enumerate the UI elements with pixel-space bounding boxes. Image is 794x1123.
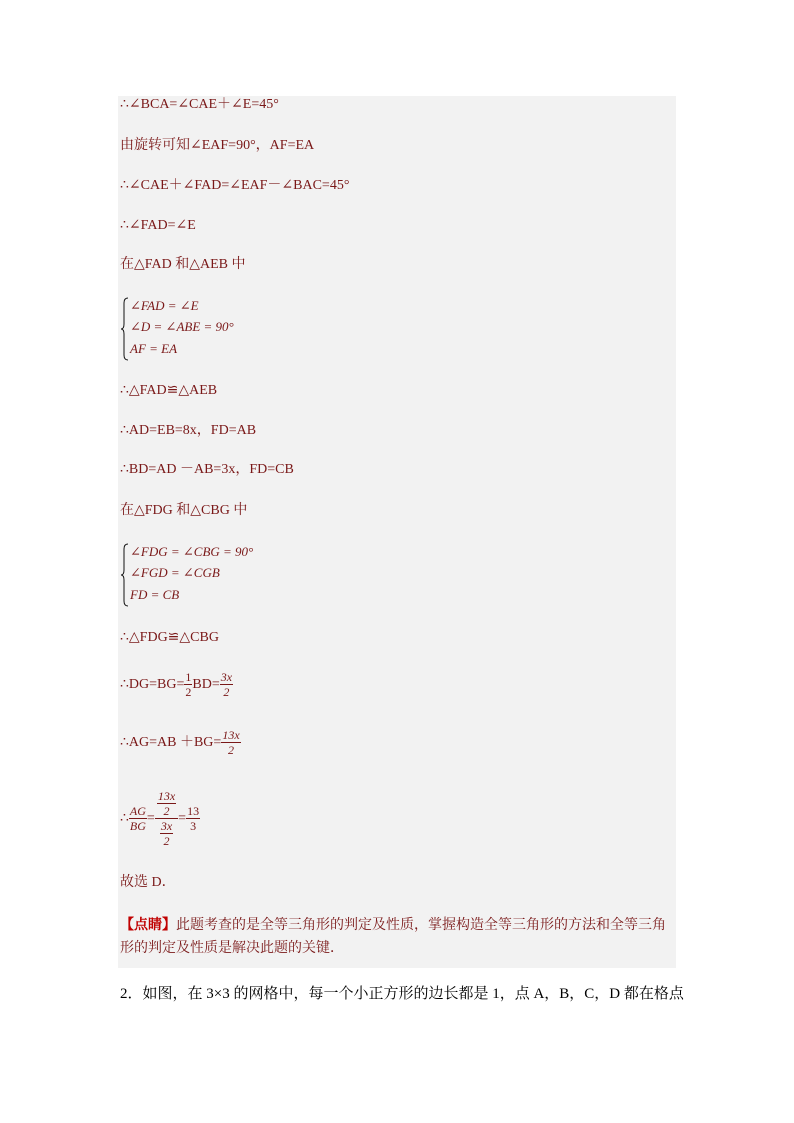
question-2: 2．如图，在 3×3 的网格中，每一个小正方形的边长都是 1，点 A，B，C，D 都在格点: [120, 986, 684, 1002]
left-brace-icon: [120, 543, 130, 607]
line-1: ∴∠BCA=∠CAE＋∠E=45°: [120, 97, 279, 112]
key-point-text: 此题考查的是全等三角形的判定及性质，掌握构造全等三角形的方法和全等三角形的判定及性质是解决此题的关键．: [120, 918, 666, 956]
line-11-prefix: ∴DG=BG=: [120, 677, 185, 692]
system-1-eq-3: AF = EA: [130, 341, 178, 356]
fraction-denominator: 3: [190, 819, 197, 834]
fraction-numerator: 13x: [222, 728, 240, 743]
fraction-numerator: 1: [185, 670, 192, 685]
line-13: [120, 787, 200, 851]
line-6: ∴△FAD≌△AEB: [120, 383, 218, 398]
fraction-numerator: 3x: [160, 819, 173, 834]
complex-fraction: [155, 789, 178, 848]
key-point-tag: 【点睛】: [120, 918, 176, 933]
line-8: ∴BD=AD －AB=3x，FD=CB: [120, 462, 294, 477]
line-11-mid: BD=: [192, 677, 220, 692]
line-13-prefix: ∴: [120, 811, 129, 826]
system-2-eq-2: ∠FGD = ∠CGB: [130, 565, 220, 580]
line-14: 故选 D．: [120, 875, 176, 890]
fraction-numerator: 3x: [220, 670, 233, 685]
fraction-13x-over-2: [157, 789, 176, 818]
fraction-13-over-3: [186, 804, 200, 833]
fraction-denominator: 2: [163, 834, 170, 849]
fraction-denominator: 2: [223, 685, 230, 700]
fraction-numerator: AG: [129, 804, 146, 819]
system-2-eq-1: ∠FDG = ∠CBG = 90°: [130, 544, 254, 559]
fraction-denominator: 2: [227, 743, 234, 758]
fraction-3x-over-2: [220, 670, 233, 699]
left-brace-icon: [120, 297, 130, 361]
system-1-eq-1: ∠FAD = ∠E: [130, 298, 199, 313]
line-2: 由旋转可知∠EAF=90°，AF=EA: [120, 138, 315, 153]
line-9: 在△FDG 和△CBG 中: [120, 503, 248, 518]
fraction-denominator: BG: [129, 819, 146, 834]
line-12: [120, 726, 241, 760]
line-10: ∴△FDG≌△CBG: [120, 630, 219, 645]
fraction-numerator: 13: [187, 804, 200, 819]
fraction-numerator: 13x: [157, 789, 176, 804]
equals-sign: =: [178, 811, 187, 826]
system-2-eq-3: FD = CB: [130, 587, 180, 602]
line-3: ∴∠CAE＋∠FAD=∠EAF－∠BAC=45°: [120, 178, 350, 193]
fraction-denominator: 2: [163, 804, 170, 819]
fraction-ag-over-bg: [129, 804, 147, 833]
line-5: 在△FAD 和△AEB 中: [120, 257, 246, 272]
line-11: [120, 668, 233, 702]
fraction-denominator: 2: [185, 685, 192, 700]
equals-sign: =: [146, 811, 155, 826]
fraction-3x-over-2: [160, 819, 173, 848]
line-7: ∴AD=EB=8x，FD=AB: [120, 423, 257, 438]
line-12-prefix: ∴AG=AB ＋BG=: [120, 735, 222, 750]
system-1-eq-2: ∠D = ∠ABE = 90°: [130, 319, 234, 334]
line-4: ∴∠FAD=∠E: [120, 218, 196, 233]
key-point-note: [120, 914, 672, 960]
complex-numerator: [155, 789, 178, 819]
fraction-13x-over-2: [221, 728, 240, 757]
solution-panel: [118, 96, 676, 968]
complex-denominator: [155, 819, 178, 848]
